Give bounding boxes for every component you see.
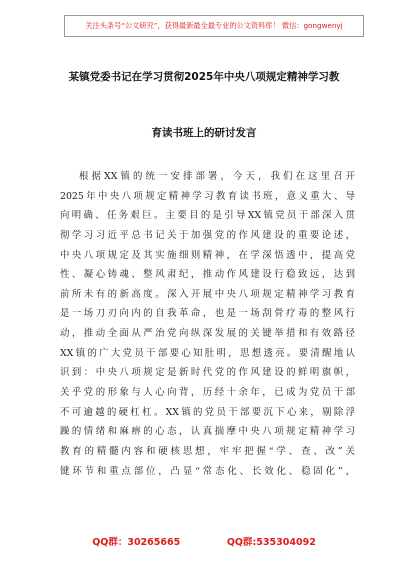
body-line: 性、凝心铸魂、整风肃纪，推动作风建设行稳致远，达到 xyxy=(60,269,355,281)
body-line: 前所未有的新高度。深入开展中央八项规定精神学习教育 xyxy=(60,288,355,300)
body-line: 根据XX镇的统一安排部署，今天，我们在这里召开 xyxy=(79,171,355,182)
document-title-line-1: 某镇党委书记在学习贯彻2025年中央八项规定精神学习教 xyxy=(68,71,340,83)
footer-qq-group-2: QQ群:535304092 xyxy=(226,537,316,548)
body-line: 识到：中央八项规定是新时代党的作风建设的鲜明旗帜， xyxy=(60,367,355,379)
body-line: 2025年中央八项规定精神学习教育读书班，意义重大、导 xyxy=(60,190,355,202)
body-line: 键环节和重点部位，凸显“常态化、长效化、稳固化”， xyxy=(60,465,355,477)
body-line: 不可逾越的硬杠杠。XX镇的党员干部要沉下心来，剔除浮 xyxy=(60,406,355,418)
body-line: 向明确、任务艰巨。主要目的是引导XX镇党员干部深入贯 xyxy=(60,210,355,222)
body-line: 中央八项规定及其实施细则精神，在学深悟透中，提高党 xyxy=(60,249,355,261)
body-line: XX镇的广大党员干部要心知肚明，思想透亮。要清醒地认 xyxy=(60,347,355,359)
promo-banner-text: 关注头条号“公文研究”，获得最新最全最专业的公文资料库！ 微信：gongwenyj xyxy=(85,21,343,30)
document-body xyxy=(60,167,355,481)
body-line: 是一场刀刃向内的自我革命，也是一场刮骨疗毒的整风行 xyxy=(60,308,355,320)
body-line: 关乎党的形象与人心向背，历经十余年，已成为党员干部 xyxy=(60,387,355,399)
footer-contact xyxy=(0,534,408,548)
body-line: 彻学习习近平总书记关于加强党的作风建设的重要论述， xyxy=(60,229,355,241)
footer-qq-group-1: QQ群：30265665 xyxy=(92,537,181,548)
body-line: 躁的情绪和麻痹的心态，认真揣摩中央八项规定精神学习 xyxy=(60,426,355,438)
document-title-line-2: 育读书班上的研讨发言 xyxy=(151,127,257,139)
promo-banner xyxy=(64,15,364,37)
body-line: 动，推动全面从严治党向纵深发展的关键举措和有效路径 xyxy=(60,328,355,340)
body-line: 教育的精髓内容和硬核思想，牢牢把握“学、查、改”关 xyxy=(60,445,355,457)
